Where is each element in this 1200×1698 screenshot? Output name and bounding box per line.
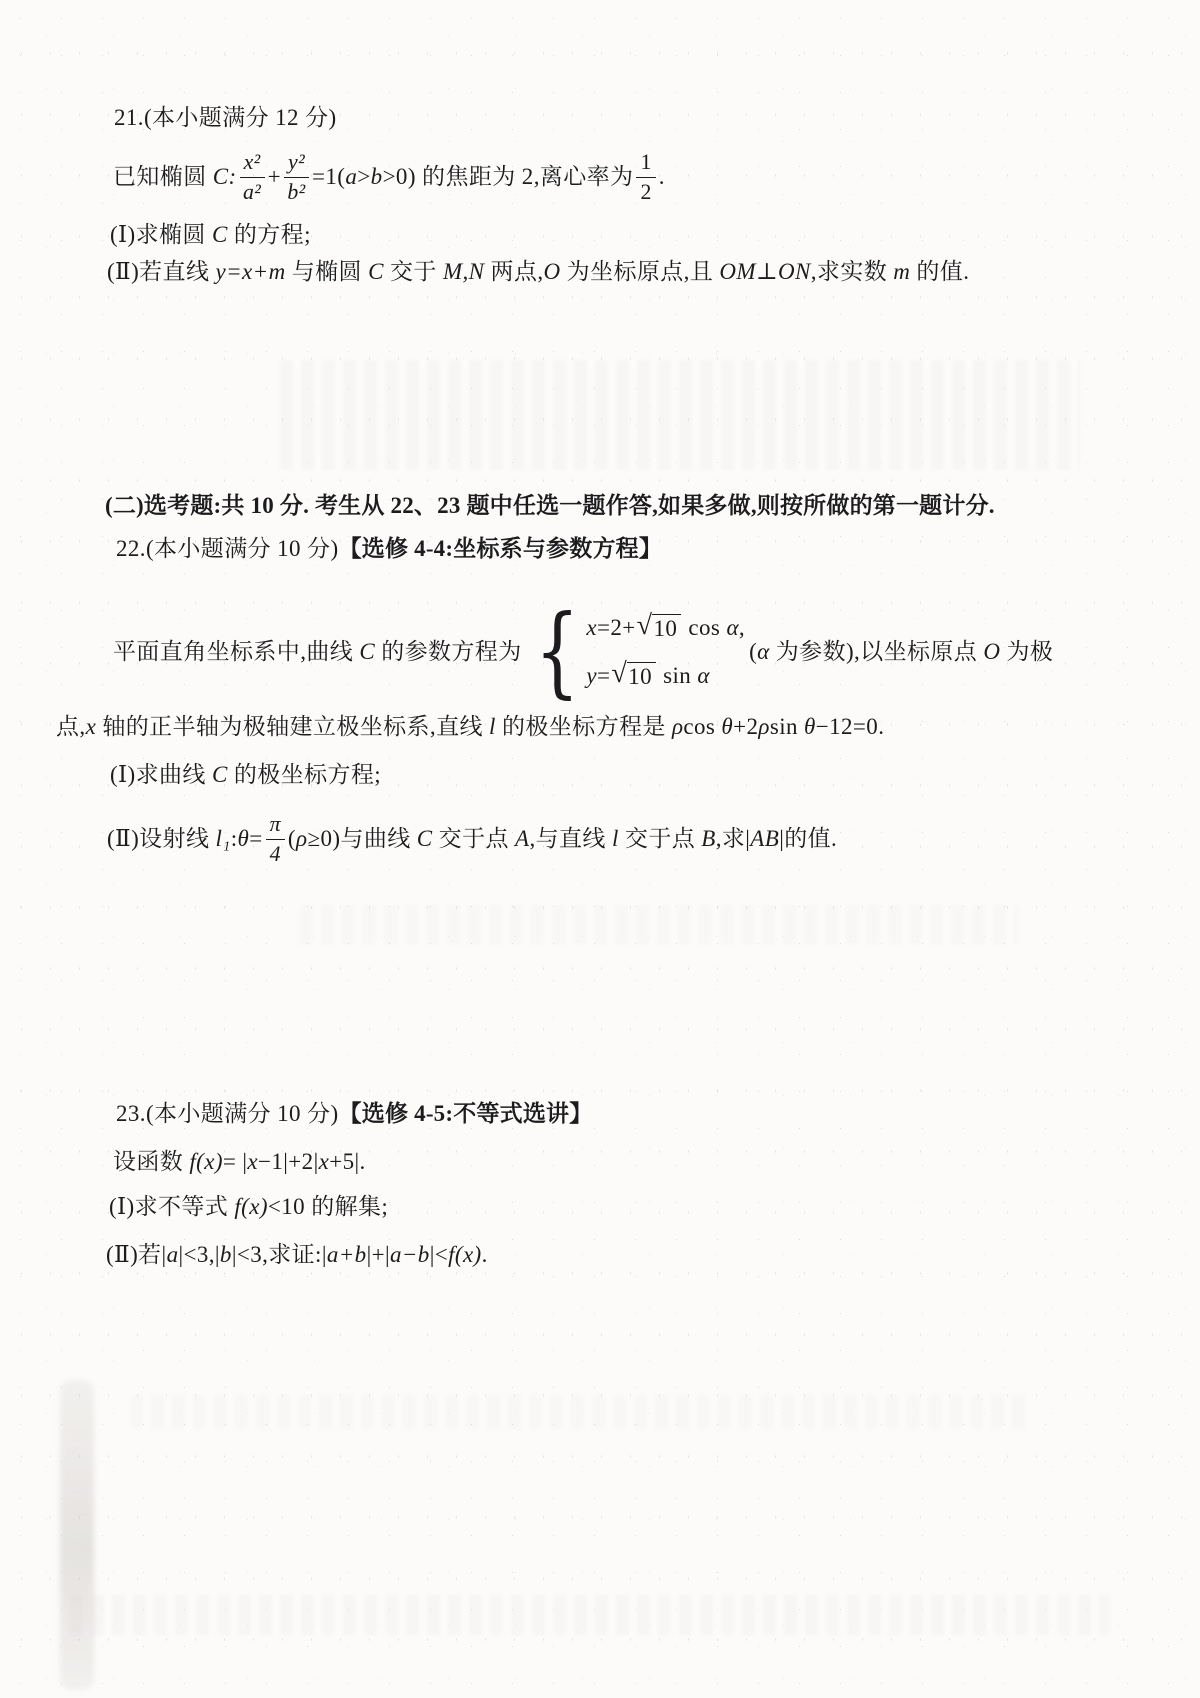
q22-open-prefix: 平面直角坐标系中,曲线 C 的参数方程为: [113, 639, 522, 664]
q22-parametric-system: [526, 594, 746, 709]
q22-open-suffix: ( α 为参数),以坐标原点 O 为极: [749, 639, 1054, 664]
scan-smudge-strip: [60, 1380, 94, 1690]
q21-intro-formula: 已知椭圆 C: $\frac{\text{x²}}{\text{a²}}$ + $\frac{\text{y²}}{\text{b²}}$ =1( a > b >0) 的焦距为 2,离心率为 $\frac{1}{2}$ .: [113, 149, 665, 204]
section2-note: (二)选考题:共 10 分. 考生从 22、23 题中任选一题作答,如果多做,则按所做的第一题计分.: [105, 493, 995, 518]
q22-header: [116, 534, 662, 564]
q23-header: [116, 1099, 592, 1129]
system-row-x: x =2+ √ 10 cos α ,: [586, 609, 746, 641]
system-row-y: y = √ 10 sin α: [586, 657, 710, 689]
ghost-bleedthrough-band: [130, 1395, 1030, 1429]
q22-header-prefix: 22.(本小题满分 10 分): [116, 536, 339, 561]
q22-opening-line2: 点, x 轴的正半轴为极轴建立极坐标系,直线 l 的极坐标方程是 ρ cos θ +2 ρ sin θ −12=0.: [56, 714, 885, 739]
q22-part1: (Ⅰ)求曲线 C 的极坐标方程;: [110, 762, 382, 787]
q22-opening-sentence: [113, 594, 1054, 709]
ghost-bleedthrough-band: [280, 360, 1080, 470]
q23-header-module: 【选修 4-5:不等式选讲】: [338, 1101, 593, 1126]
q21-part2: (Ⅱ)若直线 y=x+m 与椭圆 C 交于 M,N 两点, O 为坐标原点,且 OM⊥ON ,求实数 m 的值.: [107, 259, 970, 284]
q22-part2: (Ⅱ)设射线 l₁ : θ = $\frac{\pi}{4}$ ( ρ ≥0)与曲线 C 交于点 A ,与直线 l 交于点 B ,求| AB |的值.: [107, 811, 838, 866]
q23-part2: (Ⅱ)若| a |<3,| b |<3,求证:| a+b |+| a−b |< f(x) .: [106, 1242, 488, 1267]
system-brace: {: [534, 594, 580, 709]
q22-header-module: 【选修 4-4:坐标系与参数方程】: [338, 536, 663, 561]
q23-body: 设函数 f(x) = | x −1|+2| x +5|.: [113, 1149, 366, 1174]
ghost-bleedthrough-band: [70, 1595, 1110, 1635]
q23-header-prefix: 23.(本小题满分 10 分): [116, 1101, 339, 1126]
ghost-bleedthrough-band: [300, 905, 1020, 945]
q21-header: 21.(本小题满分 12 分): [114, 105, 337, 130]
q21-part1: (Ⅰ)求椭圆 C 的方程;: [110, 222, 311, 247]
q23-part1: (Ⅰ)求不等式 f(x) <10 的解集;: [109, 1194, 389, 1219]
